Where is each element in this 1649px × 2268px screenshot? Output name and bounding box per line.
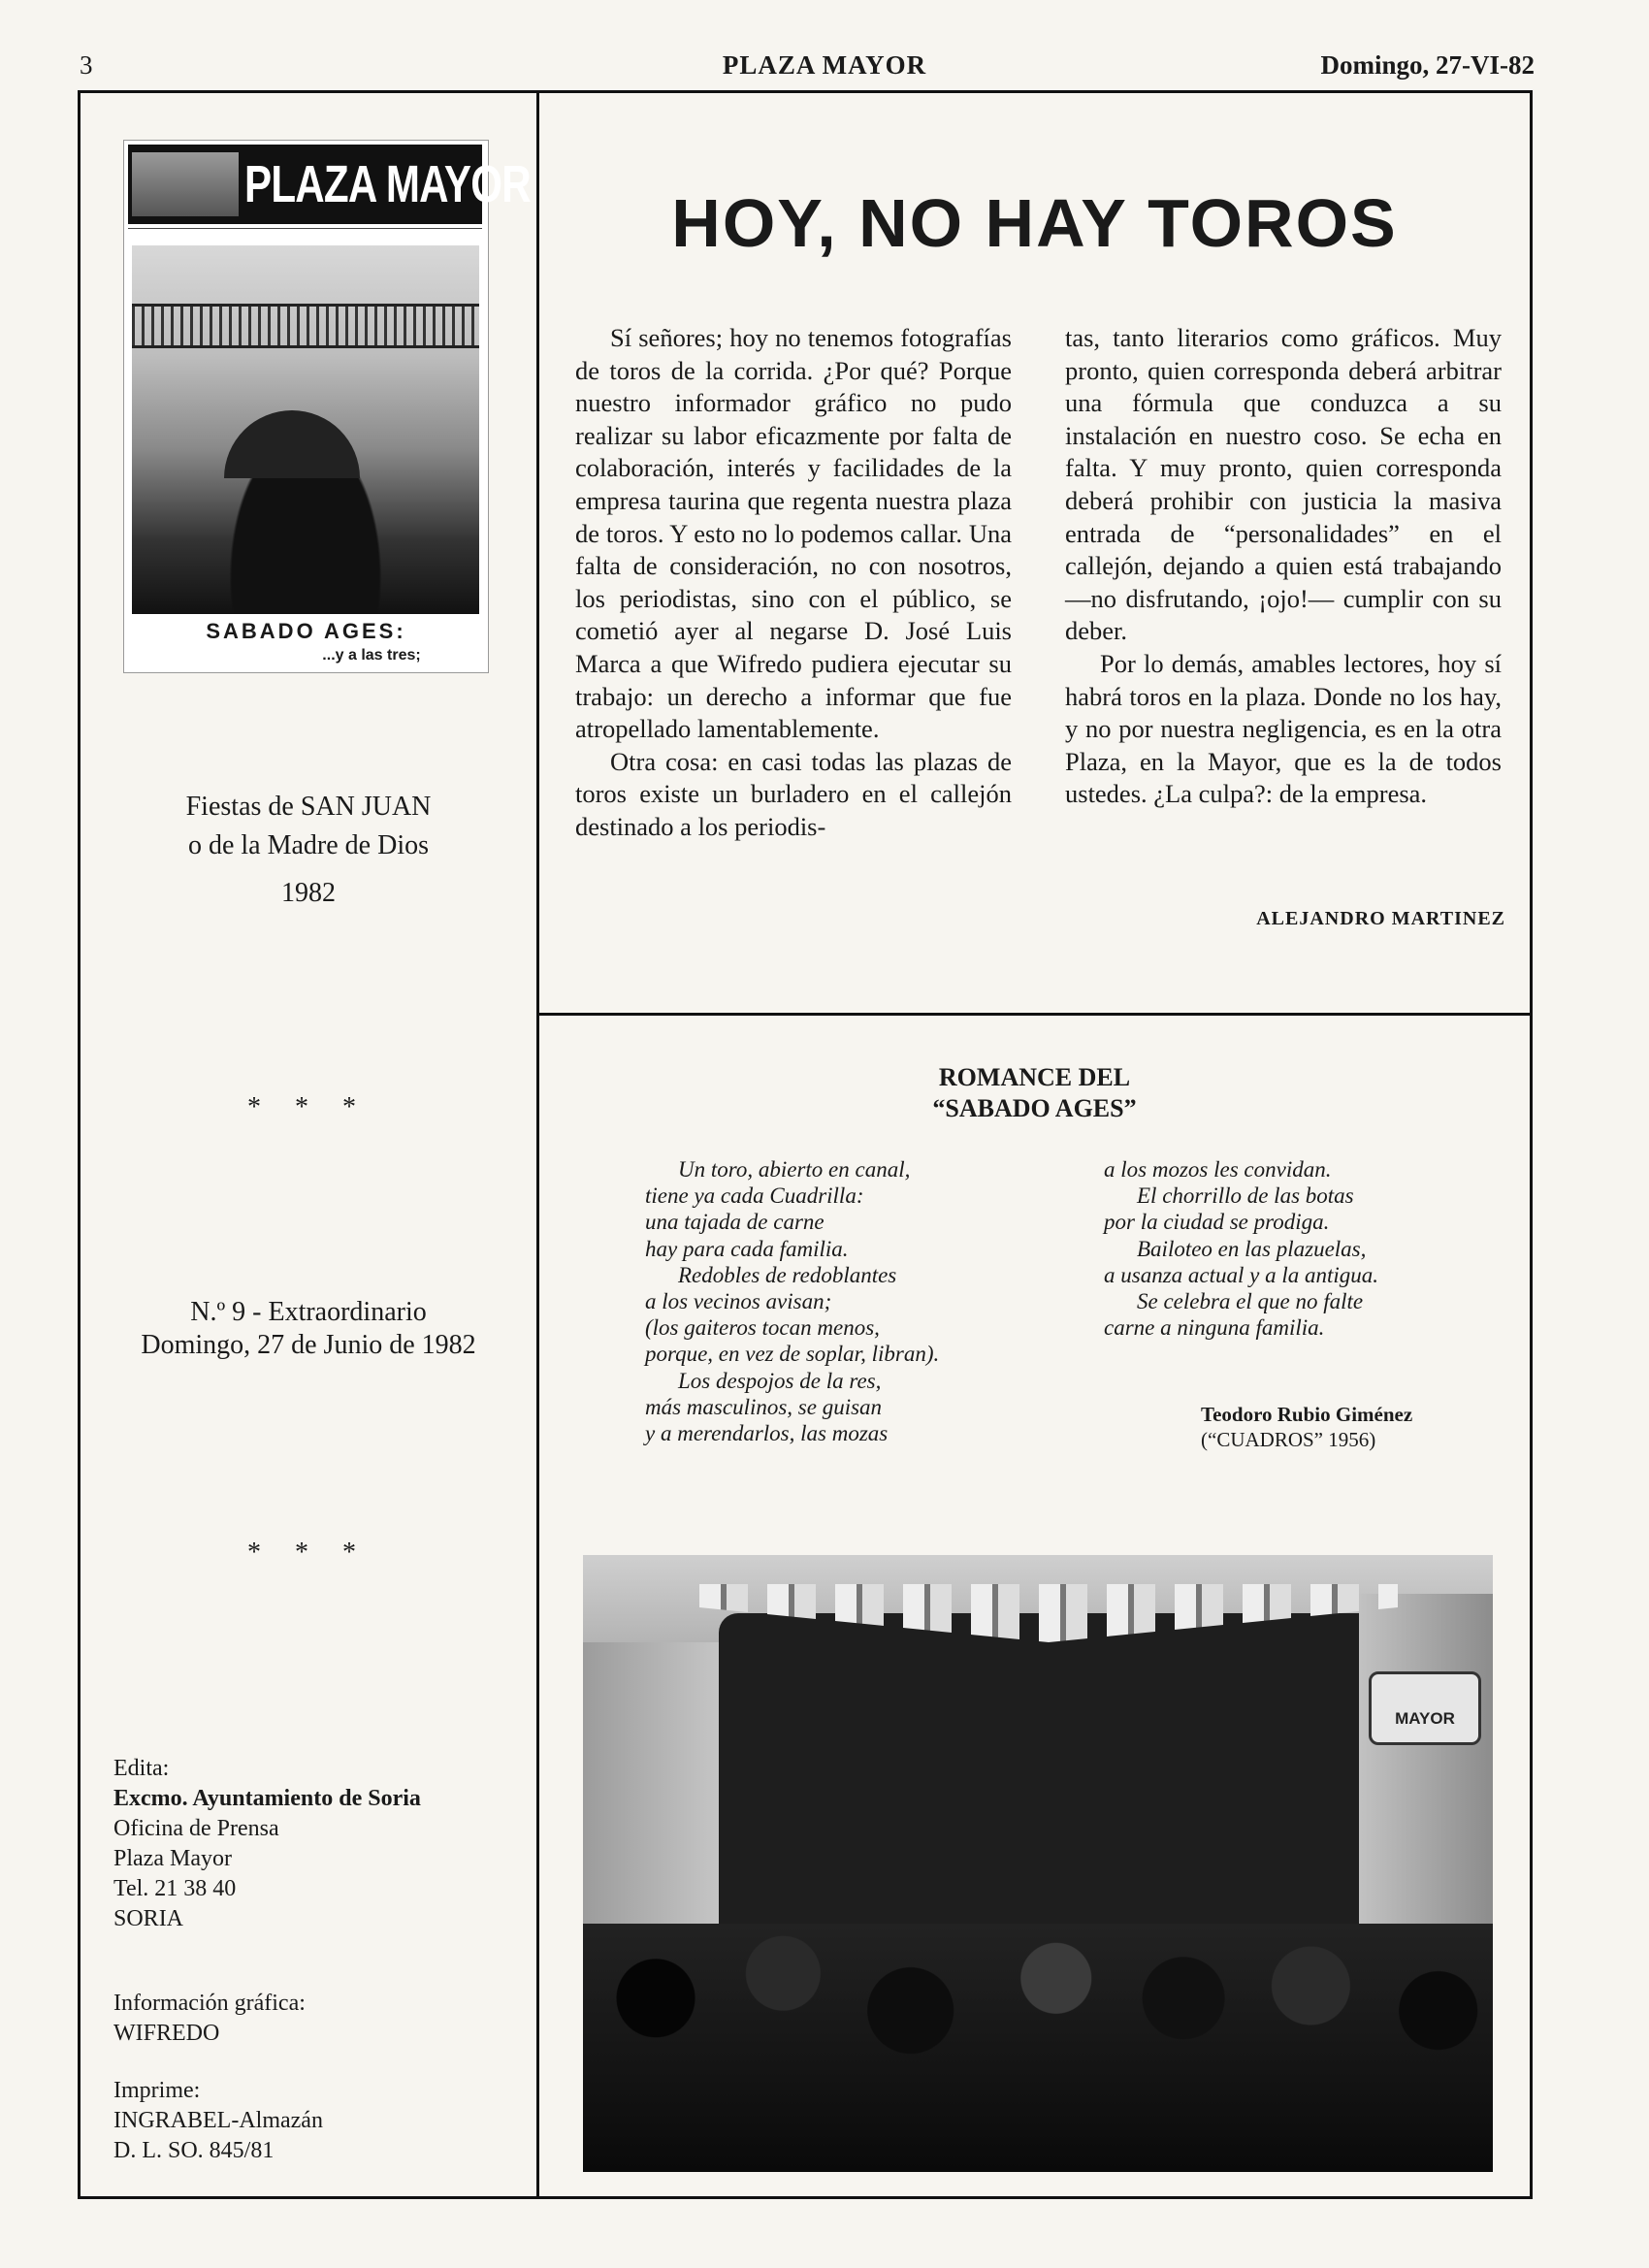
article-headline: HOY, NO HAY TOROS xyxy=(671,185,1398,261)
poem-line: Bailoteo en las plazuelas, xyxy=(1137,1236,1367,1261)
poem-line: una tajada de carne xyxy=(645,1210,824,1235)
issue-date: Domingo, 27-VI-82 xyxy=(1320,50,1535,80)
poem-line: a usanza actual y a la antigua. xyxy=(1104,1262,1379,1287)
poem-line: por la ciudad se prodiga. xyxy=(1104,1210,1330,1235)
cover-caption-title: SABADO AGES: xyxy=(206,619,406,643)
cover-balcony xyxy=(132,304,479,348)
cuadrilla-sign-text: MAYOR xyxy=(1395,1709,1455,1728)
poem-line: carne a ninguna familia. xyxy=(1104,1315,1325,1341)
poem-title-line-1: ROMANCE DEL xyxy=(938,1063,1131,1091)
edita-address: Plaza Mayor xyxy=(113,1846,232,1871)
edita-phone: Tel. 21 38 40 xyxy=(113,1876,237,1901)
poem-line: Un toro, abierto en canal, xyxy=(678,1157,911,1182)
poem-line: Redobles de redoblantes xyxy=(678,1262,897,1287)
cover-arch xyxy=(224,410,360,478)
edita-org: Excmo. Ayuntamiento de Soria xyxy=(113,1786,421,1811)
cover-photo xyxy=(132,245,479,614)
page-number: 3 xyxy=(80,50,93,80)
poem-column-left xyxy=(645,1156,939,1446)
article-byline: ALEJANDRO MARTINEZ xyxy=(1256,908,1505,929)
info-name: WIFREDO xyxy=(113,2021,220,2046)
article-paragraph: Por lo demás, amables lectores, hoy sí habrá toros en la plaza. Donde no los hay, y no por nuestra negligencia, es en la otra Plaza, en la Mayor, que es la de todos ustedes. ¿La culpa?: de la empresa. xyxy=(1065,648,1502,809)
edita-city: SORIA xyxy=(113,1906,184,1931)
print-label: Imprime: xyxy=(113,2078,201,2103)
article-column-left xyxy=(575,322,1012,844)
cover-banner xyxy=(128,145,531,224)
article-paragraph: Sí señores; hoy no tenemos fotografías de toros de la corrida. ¿Por qué? Porque nuestro informador gráfico no pudo realizar su labor eficazmente por falta de colaboración, interés y facilidades de la empresa taurina que regenta nuestra plaza de toros. Y esto no lo podemos callar. Una falta de consideración, no con nosotros, los periodistas, sino con el público, se cometió ayer al negarse D. José Luis Marca a que Wifredo pudiera ejecutar su trabajo: un derecho a informar que fue atropellado lamentablemente. xyxy=(575,323,1012,744)
edition-date: Domingo, 27 de Junio de 1982 xyxy=(141,1330,476,1360)
poem-line: tiene ya cada Cuadrilla: xyxy=(645,1183,864,1209)
photo-crowd xyxy=(583,1924,1493,2172)
article-paragraph: Otra cosa: en casi todas las plazas de toros existe un burladero en el callejón destinado a los periodis- xyxy=(575,746,1012,841)
edita-label: Edita: xyxy=(113,1756,170,1781)
crowd-photo xyxy=(583,1555,1493,2172)
poem-title-line-2: “SABADO AGES” xyxy=(932,1094,1137,1122)
separator-stars: * * * xyxy=(247,1092,370,1122)
poem-line: Los despojos de la res, xyxy=(678,1368,882,1393)
poem-line: y a merendarlos, las mozas xyxy=(645,1421,889,1446)
cover-thumbnail xyxy=(123,140,531,673)
fiestas-line-1: Fiestas de SAN JUAN xyxy=(185,792,432,822)
legal-deposit: D. L. SO. 845/81 xyxy=(113,2138,275,2163)
cover-caption-subtitle: ...y a las tres; xyxy=(322,647,421,664)
poem-source: (“CUADROS” 1956) xyxy=(1201,1428,1376,1451)
poem-author: Teodoro Rubio Giménez xyxy=(1201,1403,1413,1426)
fiestas-line-2: o de la Madre de Dios xyxy=(187,830,430,860)
poem-line: hay para cada familia. xyxy=(645,1236,849,1261)
cover-title: PLAZA MAYOR xyxy=(244,155,531,213)
poem-line: más masculinos, se guisan xyxy=(645,1394,883,1419)
article-paragraph: tas, tanto literarios como gráficos. Muy pronto, quien corresponda deberá arbitrar una fórmula que conduzca a su instalación en nuestro coso. Se echa en falta. Y muy pronto, quien corresponda deberá prohibir con justicia la masiva entrada de “personalidades” en el callejón, dejando a quien está trabajando —no disfrutando, ¡ojo!— cumplir con su deber. xyxy=(1065,323,1502,646)
poem-line: a los mozos les convidan. xyxy=(1104,1157,1332,1182)
poem-line: El chorrillo de las botas xyxy=(1137,1183,1354,1209)
cover-subline xyxy=(128,228,482,229)
print-name: INGRABEL-Almazán xyxy=(113,2108,323,2133)
info-label: Información gráfica: xyxy=(113,1991,306,2016)
separator-stars: * * * xyxy=(247,1538,370,1568)
fiestas-year: 1982 xyxy=(281,878,336,908)
article-column-right xyxy=(1065,322,1502,811)
edita-office: Oficina de Prensa xyxy=(113,1816,279,1841)
cuadrilla-sign xyxy=(1369,1671,1481,1745)
poem-line: Se celebra el que no falte xyxy=(1137,1289,1364,1314)
edition-number: N.º 9 - Extraordinario xyxy=(190,1297,427,1327)
poem-column-right xyxy=(1104,1156,1378,1341)
masthead: PLAZA MAYOR xyxy=(722,50,927,80)
photo-arch xyxy=(719,1613,1378,1962)
cover-banner-photo xyxy=(132,152,239,216)
poem-line: (los gaiteros tocan menos, xyxy=(645,1315,880,1341)
poem-line: a los vecinos avisan; xyxy=(645,1289,832,1314)
poem-line: porque, en vez de soplar, libran). xyxy=(645,1342,940,1367)
